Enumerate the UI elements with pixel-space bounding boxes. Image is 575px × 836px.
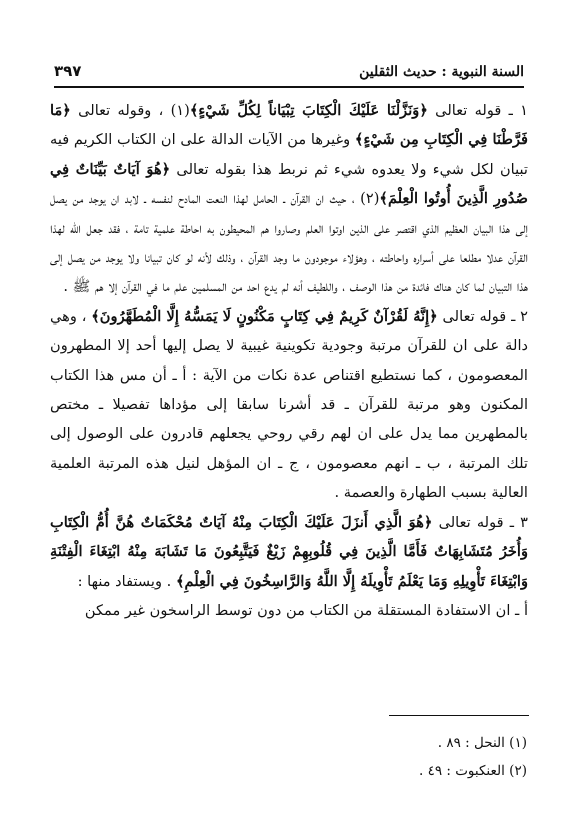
paragraph-2: ٢ ـ قوله تعالى ﴿إِنَّهُ لَقُرْآنٌ كَرِيمٌ فِي كِتَابٍ مَكْنُونٍ لَا يَمَسُّهُ إِلَّا الْمُطَهَّرُونَ﴾ ، وهي دالة على ان للقرآن مرتبة وجودية تكوينية غيبية لا يصل إليها أحد إلا المطهرون المعصومون ، كما نستطيع اقتناص عدة نكات من الآية : أ ـ أن مس هذا الكتاب المكنون وهو مرتبة للقرآن ـ قد أشرنا سابقا إلى مؤداها تفصيلا ـ مختص بالمطهرين مما يدل على ان لهم رقي روحي يجعلهم قادرون على الوصول إلى تلك المرتبة ، ب ـ انهم معصومون ، ج ـ ان المؤهل لنيل هذه المرتبة العلمية العالية بسبب الطهارة والعصمة . (50, 307, 529, 502)
footnote-1: (١) النحل : ٨٩ . (437, 735, 527, 751)
quran-verse: ﴿مَا فَرَّطْنَا فِي الْكِتَابِ مِن شَيْءٍ﴾ (50, 102, 528, 149)
quran-verse: ﴿هُوَ الَّذِي أَنزَلَ عَلَيْكَ الْكِتَابَ مِنْهُ آيَاتٌ مُحْكَمَاتٌ هُنَّ أُمُّ الْكِتَابِ وَأُخَرُ مُتَشَابِهَاتٌ فَأَمَّا الَّذِينَ فِي قُلُوبِهِمْ زَيْغٌ فَيَتَّبِعُونَ مَا تَشَابَهَ مِنْهُ ابْتِغَاءَ الْفِتْنَةِ وَابْتِغَاءَ تَأْوِيلِهِ وَمَا يَعْلَمُ تَأْوِيلَهُ إِلَّا اللَّهُ وَالرَّاسِخُونَ فِي الْعِلْمِ﴾ (50, 513, 528, 590)
paragraph-4: أ ـ ان الاستفادة المستقلة من الكتاب من دون توسط الراسخون غير ممكن (84, 601, 528, 619)
running-title: السنة النبوية : حديث الثقلين (359, 64, 524, 80)
footnote-2: (٢) العنكبوت : ٤٩ . (418, 763, 527, 779)
quran-verse: ﴿وَنَزَّلْنَا عَلَيْكَ الْكِتَابَ تِبْيَاناً لِكُلِّ شَيْءٍ﴾ (189, 102, 428, 119)
page-number: ٣٩٧ (54, 62, 82, 80)
paragraph-1: ١ ـ قوله تعالى ﴿وَنَزَّلْنَا عَلَيْكَ الْكِتَابَ تِبْيَاناً لِكُلِّ شَيْءٍ﴾(١) ، وقوله تعالى ﴿مَا فَرَّطْنَا فِي الْكِتَابِ مِن شَيْءٍ﴾ وغيرها من الآيات الدالة على ان الكتاب الكريم فيه تبيان لكل شيء ولا يعدوه شيء ثم نربط هذا بقوله تعالى ﴿هُوَ آيَاتٌ بَيِّنَاتٌ فِي صُدُورِ الَّذِينَ أُوتُوا الْعِلْمَ﴾(٢) ، حيث ان القرآن ـ الحامل لهذا النعت المادح لنفسه ـ لابد ان يوجد من يصل إلى هذا البيان العظيم الذي اقتصر على الذين اوتوا العلم وصاروا هم المحيطون به احاطة علمية تامة ، فقد جعل الله لهذا القرآن عدلا مطلعا على أسراره واحاطته ، وهؤلاء موجودون ما وجد القرآن ، وذلك لأنه لو كان تبيانا ولا يوجد من يصل إلى هذا التبيان لما كان هناك فائدة من هذا الوصف ، واللطيف أنه لم يدع احد من المسلمين علم ما في القرآن إلا هم ﷺ . (50, 102, 529, 296)
footnotes (419, 729, 527, 785)
footnote-separator (389, 715, 529, 716)
main-text (50, 96, 528, 625)
quran-verse: ﴿إِنَّهُ لَقُرْآنٌ كَرِيمٌ فِي كِتَابٍ مَكْنُونٍ لَا يَمَسُّهُ إِلَّا الْمُطَهَّرُونَ﴾ (91, 307, 438, 325)
quran-verse: ﴿هُوَ آيَاتٌ بَيِّنَاتٌ فِي صُدُورِ الَّذِينَ أُوتُوا الْعِلْمَ﴾ (50, 160, 528, 208)
page-header (54, 62, 524, 88)
paragraph-3: ٣ ـ قوله تعالى ﴿هُوَ الَّذِي أَنزَلَ عَلَيْكَ الْكِتَابَ مِنْهُ آيَاتٌ مُحْكَمَاتٌ هُنَّ أُمُّ الْكِتَابِ وَأُخَرُ مُتَشَابِهَاتٌ فَأَمَّا الَّذِينَ فِي قُلُوبِهِمْ زَيْغٌ فَيَتَّبِعُونَ مَا تَشَابَهَ مِنْهُ ابْتِغَاءَ الْفِتْنَةِ وَابْتِغَاءَ تَأْوِيلِهِ وَمَا يَعْلَمُ تَأْوِيلَهُ إِلَّا اللَّهُ وَالرَّاسِخُونَ فِي الْعِلْمِ﴾ . ويستفاد منها : (50, 513, 528, 590)
